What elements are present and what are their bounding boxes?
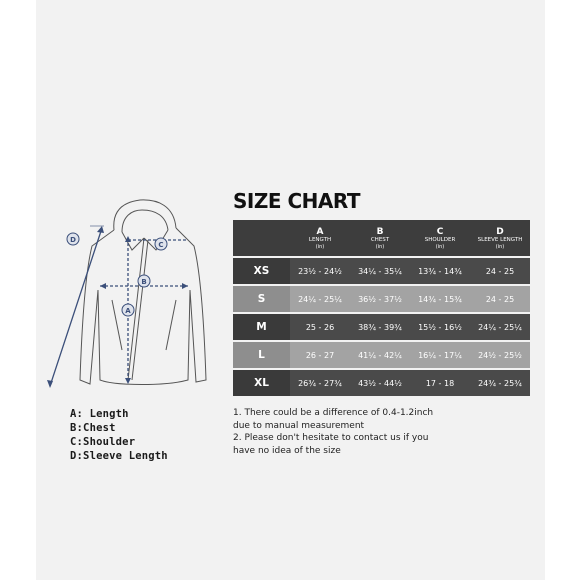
table-cell: 41¼ - 42¼	[350, 342, 410, 370]
legend-sleeve-length: D:Sleeve Length	[70, 450, 168, 462]
table-cell: 25 - 26	[290, 314, 350, 342]
table-row	[233, 342, 530, 370]
table-cell: 24¾ - 25¾	[470, 370, 530, 398]
table-cell: 13¾ - 14¾	[410, 258, 470, 286]
jacket-diagram	[36, 180, 236, 410]
table-cell: 17 - 18	[410, 370, 470, 398]
legend-chest: B:Chest	[70, 422, 116, 434]
header-cell: B CHEST (in)	[350, 220, 410, 258]
table-cell: 24 - 25	[470, 258, 530, 286]
label-a: A	[125, 307, 131, 315]
size-label: S	[233, 286, 290, 314]
size-label: XL	[233, 370, 290, 398]
legend-length: A: Length	[70, 408, 129, 420]
legend-shoulder: C:Shoulder	[70, 436, 136, 448]
table-cell: 16¼ - 17¼	[410, 342, 470, 370]
table-row	[233, 258, 530, 286]
note-line: 1. There could be a difference of 0.4-1.2inch	[233, 408, 434, 418]
label-b: B	[141, 278, 147, 286]
table-cell: 24 - 25	[470, 286, 530, 314]
table-cell: 36½ - 37½	[350, 286, 410, 314]
table-cell: 26¾ - 27¾	[290, 370, 350, 398]
table-row	[233, 314, 530, 342]
size-label: M	[233, 314, 290, 342]
label-c: C	[158, 241, 164, 249]
table-cell: 24¼ - 25¼	[290, 286, 350, 314]
table-cell: 23½ - 24½	[290, 258, 350, 286]
header-cell: D SLEEVE LENGTH (in)	[470, 220, 530, 258]
label-d: D	[70, 236, 76, 244]
size-notes	[233, 407, 493, 457]
size-label: XS	[233, 258, 290, 286]
table-cell: 15½ - 16½	[410, 314, 470, 342]
chart-title: SIZE CHART	[233, 189, 361, 213]
jacket-hood-inner	[122, 210, 168, 232]
table-row	[233, 286, 530, 314]
sleeve-length-line	[50, 228, 102, 386]
measurement-legend	[70, 407, 168, 463]
table-cell: 14¾ - 15¾	[410, 286, 470, 314]
table-header-row	[233, 220, 530, 258]
header-cell: C SHOULDER (in)	[410, 220, 470, 258]
size-label: L	[233, 342, 290, 370]
table-cell: 26 - 27	[290, 342, 350, 370]
note-line: have no idea of the size	[233, 445, 341, 456]
table-cell: 24½ - 25½	[470, 342, 530, 370]
header-cell: A LENGTH (in)	[290, 220, 350, 258]
table-cell: 24¼ - 25¼	[470, 314, 530, 342]
table-cell: 43½ - 44½	[350, 370, 410, 398]
note-line: 2. Please don't hesitate to contact us if you	[233, 433, 429, 443]
note-line: due to manual measurement	[233, 420, 365, 431]
table-cell: 34¼ - 35¼	[350, 258, 410, 286]
table-row	[233, 370, 530, 398]
table-cell: 38¾ - 39¾	[350, 314, 410, 342]
jacket-body	[80, 228, 206, 385]
header-size-cell	[233, 220, 290, 258]
size-table	[233, 220, 530, 398]
